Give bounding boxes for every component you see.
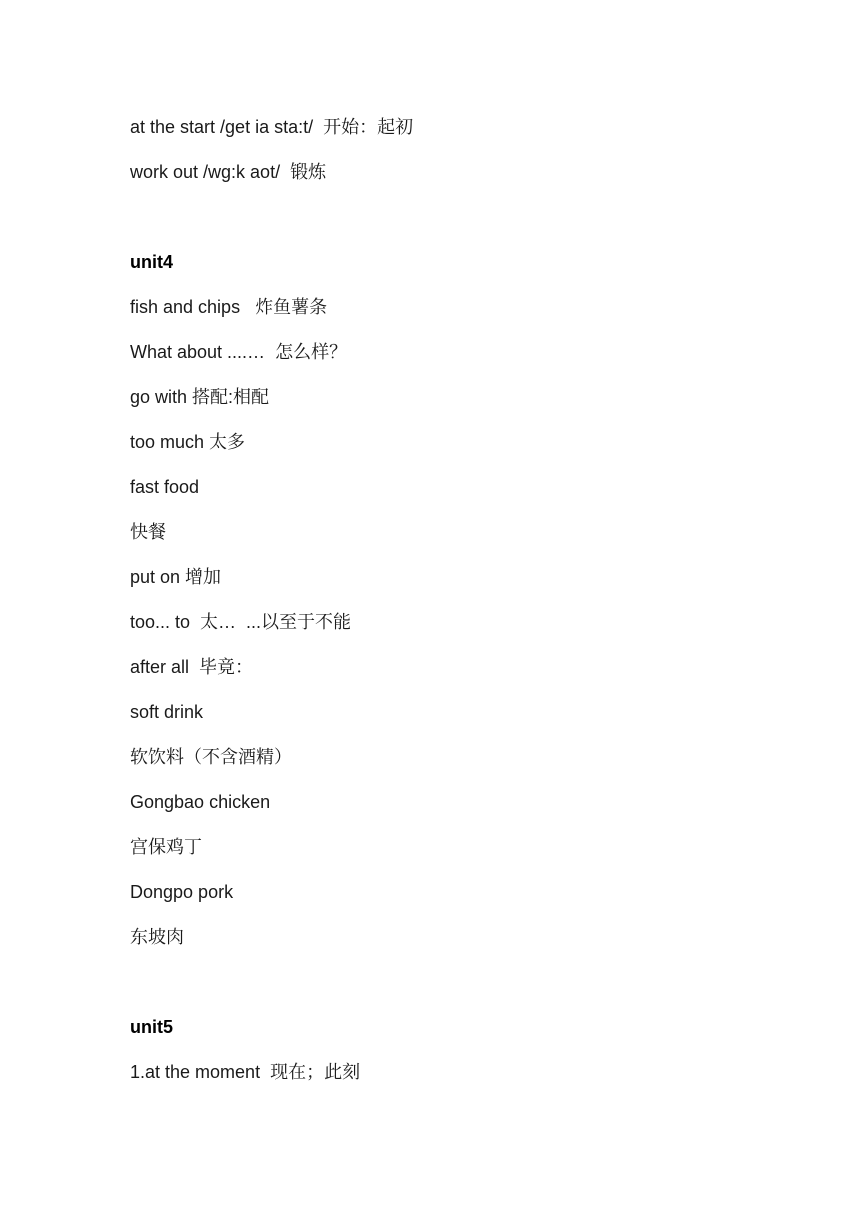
vocab-dongpo-pork-translation: 东坡肉 <box>130 927 184 947</box>
vocab-fast-food: fast food <box>130 477 200 497</box>
vocab-fish-and-chips: fish and chips 炸鱼薯条 <box>130 297 328 317</box>
vocab-what-about: What about ....… 怎么样？ <box>130 342 348 362</box>
section-heading-unit5: unit5 <box>130 1017 173 1037</box>
vocab-fast-food-translation: 快餐 <box>130 522 166 542</box>
vocab-at-the-start: at the start /get ia sta:t/ 开始：起初 <box>130 117 414 137</box>
vocab-work-out: work out /wg:k aot/ 锻炼 <box>130 162 327 182</box>
vocab-too-much: too much 太多 <box>130 432 246 452</box>
section-heading-unit4: unit4 <box>130 252 173 272</box>
vocab-gongbao-chicken-translation: 宫保鸡丁 <box>130 837 202 857</box>
vocab-put-on: put on 增加 <box>130 567 222 587</box>
vocab-after-all: after all 毕竟： <box>130 657 254 677</box>
vocab-soft-drink: soft drink <box>130 702 204 722</box>
vocab-soft-drink-translation: 软饮料（不含酒精） <box>130 747 292 767</box>
vocab-gongbao-chicken: Gongbao chicken <box>130 792 271 812</box>
vocab-too-to: too... to 太… ...以至于不能 <box>130 612 352 632</box>
vocab-dongpo-pork: Dongpo pork <box>130 882 234 902</box>
vocab-at-the-moment: 1.at the moment 现在；此刻 <box>130 1062 361 1082</box>
vocab-go-with: go with 搭配:相配 <box>130 387 270 407</box>
